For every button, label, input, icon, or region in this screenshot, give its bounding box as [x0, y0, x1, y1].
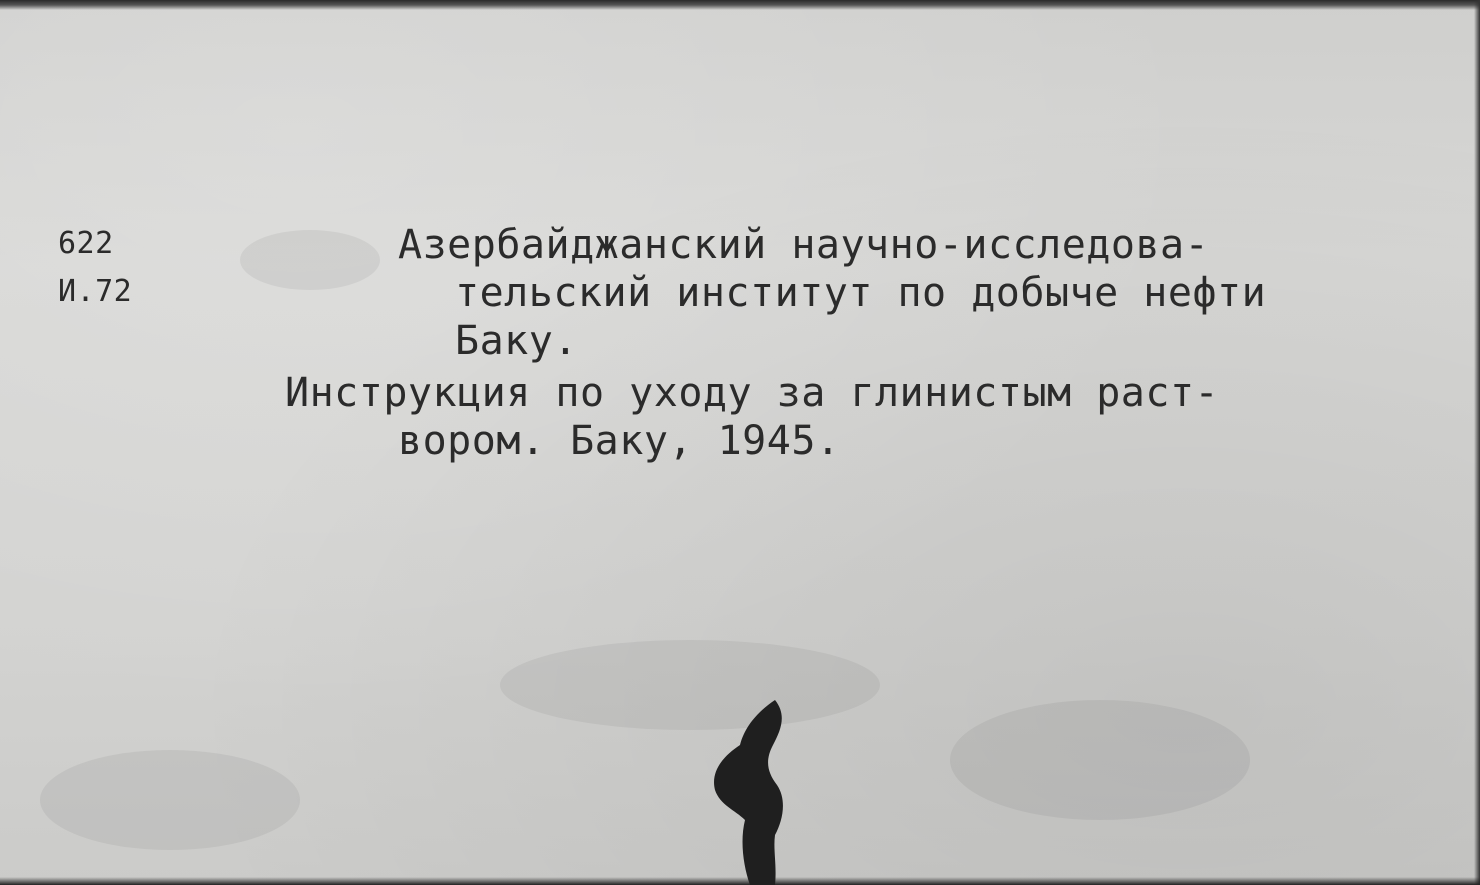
smudge	[950, 700, 1250, 820]
card-right-edge	[1474, 0, 1480, 885]
author-line-2: тельский институт по добыче нефти	[455, 270, 1267, 316]
ink-stain	[705, 700, 800, 885]
title-line-2: вором. Баку, 1945.	[398, 418, 841, 464]
call-number-class: 622	[58, 226, 114, 261]
author-line-3: Баку.	[455, 318, 578, 364]
smudge	[500, 640, 880, 730]
title-line-1: Инструкция по уходу за глинистым раст-	[285, 370, 1220, 416]
smudge	[240, 230, 380, 290]
author-line-1: Азербайджанский научно-исследова-	[398, 222, 1210, 268]
call-number-cutter: И.72	[58, 274, 133, 309]
card-top-edge	[0, 0, 1480, 10]
smudge	[40, 750, 300, 850]
